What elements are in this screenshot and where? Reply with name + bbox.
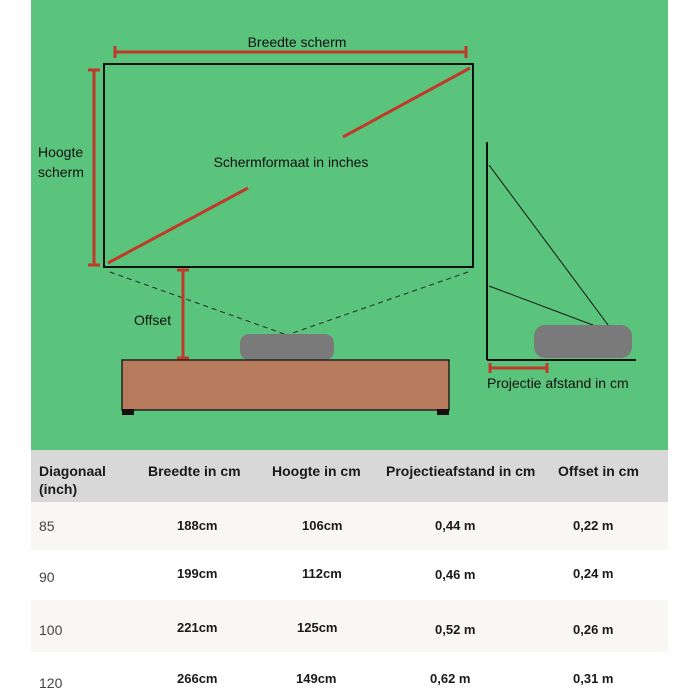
cabinet-foot-right xyxy=(437,409,449,415)
cell-width: 266cm xyxy=(177,671,218,686)
header-offset: Offset in cm xyxy=(558,463,639,479)
tv-cabinet xyxy=(122,360,449,410)
table-row xyxy=(31,550,668,600)
cell-projection: 0,46 m xyxy=(435,567,476,582)
offset-label: Offset xyxy=(134,312,172,328)
height-label-line2: scherm xyxy=(38,164,84,180)
header-diagonal-line2: (inch) xyxy=(39,481,78,497)
cell-width: 199cm xyxy=(177,566,218,581)
cell-offset: 0,24 m xyxy=(573,566,614,581)
cell-projection: 0,62 m xyxy=(430,671,471,686)
projector-front xyxy=(240,334,334,360)
cell-diagonal: 120 xyxy=(39,675,63,691)
screen-size-table xyxy=(31,450,668,700)
table-row xyxy=(31,600,668,652)
cell-width: 221cm xyxy=(177,620,218,635)
width-label: Breedte scherm xyxy=(247,34,347,50)
cell-projection: 0,44 m xyxy=(435,518,476,533)
table-row xyxy=(31,652,668,700)
cell-diagonal: 100 xyxy=(39,622,63,638)
cell-projection: 0,52 m xyxy=(435,622,476,637)
cell-height: 125cm xyxy=(297,620,338,635)
cell-offset: 0,31 m xyxy=(573,671,614,686)
height-label-line1: Hoogte xyxy=(38,144,84,160)
side-view-projector xyxy=(534,325,632,358)
table-header-row xyxy=(31,450,668,502)
cell-height: 112cm xyxy=(302,566,342,581)
cell-diagonal: 90 xyxy=(39,569,55,585)
cell-height: 106cm xyxy=(302,518,343,533)
header-width: Breedte in cm xyxy=(148,463,241,479)
projection-distance-label: Projectie afstand in cm xyxy=(487,375,629,391)
cell-diagonal: 85 xyxy=(39,518,55,534)
header-diagonal xyxy=(39,462,106,498)
cabinet-foot-left xyxy=(122,409,134,415)
header-projection: Projectieafstand in cm xyxy=(386,463,536,479)
table-row xyxy=(31,502,668,550)
cell-offset: 0,22 m xyxy=(573,518,614,533)
cell-height: 149cm xyxy=(296,671,337,686)
header-height: Hoogte in cm xyxy=(272,463,361,479)
screen-size-label: Schermformaat in inches xyxy=(213,154,369,170)
cell-offset: 0,26 m xyxy=(573,622,614,637)
header-diagonal-line1: Diagonaal xyxy=(39,463,106,479)
cell-width: 188cm xyxy=(177,518,218,533)
